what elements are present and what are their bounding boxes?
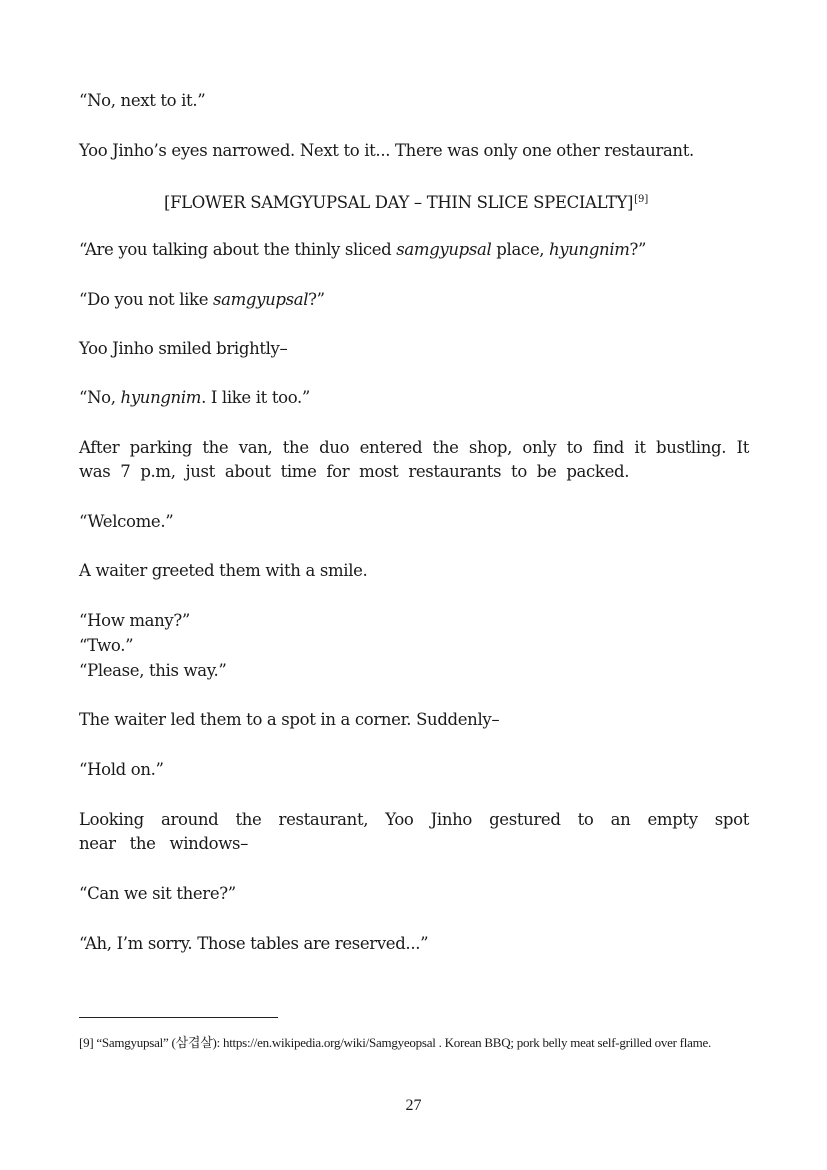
paragraph: “No, next to it.” — [79, 91, 206, 110]
paragraph: Looking around the restaurant, Yoo Jinho gestured to an empty spot near the windows– — [79, 810, 749, 853]
paragraph: “Welcome.” — [79, 512, 174, 531]
paragraph: “Can we sit there?” — [79, 884, 236, 903]
footnote-separator — [79, 1017, 278, 1018]
paragraph: “Please, this way.” — [79, 661, 227, 680]
paragraph: “How many?” — [79, 611, 190, 630]
paragraph: Yoo Jinho smiled brightly– — [79, 339, 288, 358]
paragraph: A waiter greeted them with a smile. — [79, 561, 368, 580]
paragraph: “No, hyungnim. I like it too.” — [79, 388, 310, 407]
footnote-reference[interactable]: [9] — [634, 194, 649, 205]
paragraph: “Are you talking about the thinly sliced samgyupsal place, hyungnim?” — [79, 240, 647, 259]
paragraph: “Two.” — [79, 636, 134, 655]
paragraph: Yoo Jinho’s eyes narrowed. Next to it... There was only one other restaurant. — [79, 141, 694, 160]
paragraph: “Do you not like samgyupsal?” — [79, 290, 325, 309]
centered-heading-line — [164, 188, 648, 215]
footnote: [9] “Samgyupsal” (삼겹살): https://en.wikipedia.org/wiki/Samgyeopsal . Korean BBQ; pork belly meat self-grilled over flame. — [79, 1035, 712, 1050]
paragraph: The waiter led them to a spot in a corner. Suddenly– — [79, 710, 500, 729]
paragraph: After parking the van, the duo entered the shop, only to find it bustling. It was 7 p.m, just about time for most restaurants to be packed. — [79, 438, 749, 481]
page-number: 27 — [405, 1097, 422, 1114]
paragraph: “Ah, I’m sorry. Those tables are reserved...” — [79, 934, 429, 953]
paragraph: “Hold on.” — [79, 760, 164, 779]
heading-text: [FLOWER SAMGYUPSAL DAY – THIN SLICE SPECIALTY] — [164, 193, 634, 212]
